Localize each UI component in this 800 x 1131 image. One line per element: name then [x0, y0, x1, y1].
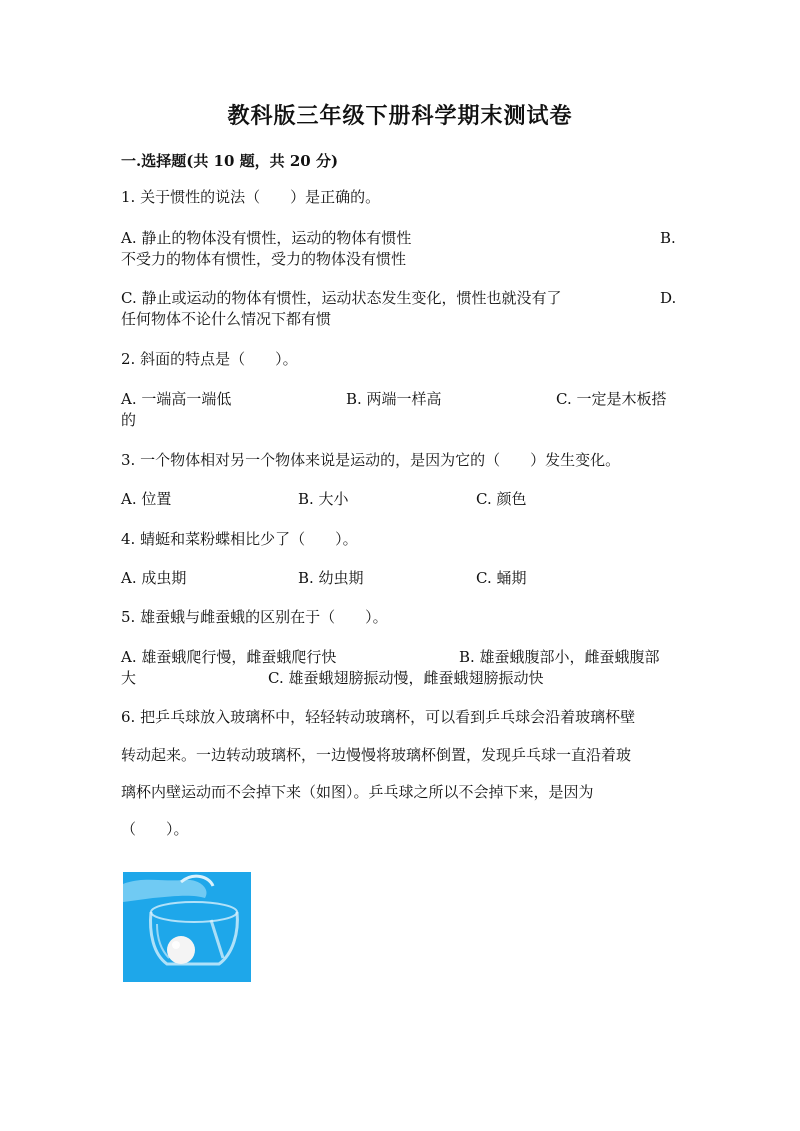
q2-stem: 2. 斜面的特点是（ ）。 — [121, 350, 298, 368]
q5-option-a: A. 雄蚕蛾爬行慢，雌蚕蛾爬行快 — [121, 648, 337, 666]
page-title: 教科版三年级下册科学期末测试卷 — [227, 103, 573, 129]
section-heading: 一.选择题(共 10 题，共 20 分) — [121, 152, 339, 170]
q3-option-c: C. 颜色 — [476, 490, 527, 508]
q3-option-a: A. 位置 — [121, 490, 172, 508]
q2-option-a: A. 一端高一端低 — [121, 390, 232, 408]
q6-line-2: 转动起来。一边转动玻璃杯，一边慢慢将玻璃杯倒置，发现乒乓球一直沿着玻 — [121, 746, 632, 764]
q4-stem: 4. 蜻蜓和菜粉蝶相比少了（ ）。 — [121, 530, 358, 548]
q1-option-d-text: 任何物体不论什么情况下都有惯 — [121, 310, 332, 328]
q5-option-b: B. 雄蚕蛾腹部小，雌蚕蛾腹部 — [459, 648, 660, 666]
q6-line-1: 6. 把乒乓球放入玻璃杯中，轻轻转动玻璃杯，可以看到乒乓球会沿着玻璃杯壁 — [121, 708, 636, 726]
glass-illustration — [123, 872, 251, 982]
q5-option-c: C. 雄蚕蛾翅膀振动慢，雌蚕蛾翅膀振动快 — [268, 669, 544, 687]
q2-option-b: B. 两端一样高 — [346, 390, 442, 408]
q1-option-b-label: B. — [660, 229, 676, 247]
q1-option-c: C. 静止或运动的物体有惯性，运动状态发生变化，惯性也就没有了 — [121, 289, 562, 307]
q2-option-c-cont: 的 — [121, 411, 137, 429]
q2-option-c: C. 一定是木板搭 — [556, 390, 667, 408]
q5-option-b-cont: 大 — [121, 669, 137, 687]
q3-option-b: B. 大小 — [298, 490, 349, 508]
ping-pong-glass-photo — [123, 872, 251, 982]
q1-option-d-label: D. — [660, 289, 677, 307]
q1-option-b-text: 不受力的物体有惯性，受力的物体没有惯性 — [121, 250, 407, 268]
q1-option-a: A. 静止的物体没有惯性，运动的物体有惯性 — [121, 229, 412, 247]
q6-line-3: 璃杯内壁运动而不会掉下来（如图）。乒乓球之所以不会掉下来，是因为 — [121, 783, 594, 801]
q4-option-b: B. 幼虫期 — [298, 569, 364, 587]
q5-stem: 5. 雄蚕蛾与雌蚕蛾的区别在于（ ）。 — [121, 608, 388, 626]
q6-line-4: （ ）。 — [121, 820, 189, 838]
q4-option-a: A. 成虫期 — [121, 569, 187, 587]
q1-stem: 1. 关于惯性的说法（ ）是正确的。 — [121, 188, 381, 206]
ball-highlight — [172, 941, 180, 949]
ping-pong-ball — [167, 936, 195, 964]
q4-option-c: C. 蛹期 — [476, 569, 527, 587]
q3-stem: 3. 一个物体相对另一个物体来说是运动的，是因为它的（ ）发生变化。 — [121, 451, 621, 469]
